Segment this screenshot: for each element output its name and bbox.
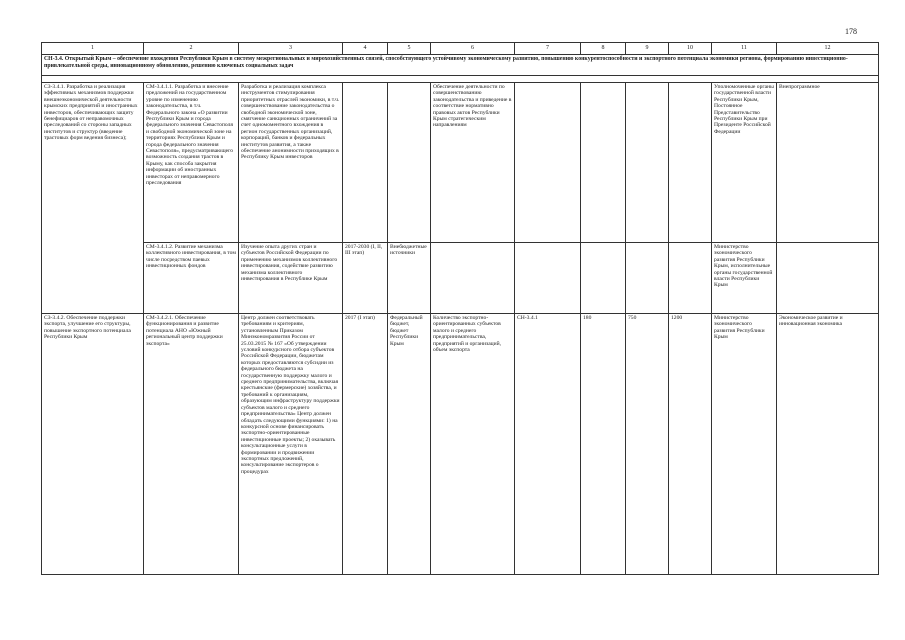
column-header: 11 <box>712 43 777 55</box>
table-row <box>42 243 879 314</box>
goal-cell: СЗ-3.4.2. Обеспечение поддержки экспорта, улучшение его структуры, повышение экспортного потенциала Республики Крым <box>42 314 144 575</box>
column-header: 1 <box>42 43 144 55</box>
funding-cell: Внебюджетные источники <box>388 243 431 314</box>
responsible-cell: Министерство экономического развития Республики Крым <box>712 314 777 575</box>
indicator-code-cell: СН-3.4.1 <box>515 314 581 575</box>
program-cell: Внепрограммное <box>777 83 879 243</box>
responsible-cell: Министерство экономического развития Республики Крым, исполнительные органы государственной власти Республики Крым <box>712 243 777 314</box>
table-row <box>42 314 879 575</box>
value-cell <box>626 243 669 314</box>
responsible-cell: Уполномоченные органы государственной власти Республики Крым, Постоянное Представительство Республики Крым при Президенте Российской Федерации <box>712 83 777 243</box>
section-banner-row <box>42 55 879 76</box>
program-cell <box>777 243 879 314</box>
value-cell <box>669 243 712 314</box>
value-cell: 750 <box>626 314 669 575</box>
column-header: 9 <box>626 43 669 55</box>
measure-cell: СМ-3.4.1.2. Развитие механизма коллективного инвестирования, в том числе посредством паевых инвестиционных фондов <box>144 243 239 314</box>
column-number-row <box>42 43 879 55</box>
spacer-cell <box>42 76 879 83</box>
column-header: 6 <box>431 43 515 55</box>
indicator-cell <box>431 243 515 314</box>
indicator-cell: Обеспечение деятельности по совершенствованию законодательства и приведение в соответствие нормативно правовых актов Республики Крым стратегическим направлениям <box>431 83 515 243</box>
column-header: 2 <box>144 43 239 55</box>
description-cell: Разработка и реализация комплекса инструментов стимулирования приоритетных отраслей экономики, в т.ч. совершенствование законодательства о свободной экономической зоне, смягчение санкционных ограничений за счет одномоментного вхождения в регион государственных организаций, корпораций, банков и федеральных институтов развития, а также обеспечение анонимности приходящих в Республику Крым инвесторов <box>239 83 343 243</box>
value-cell <box>581 243 626 314</box>
column-header: 3 <box>239 43 343 55</box>
measure-cell: СМ-3.4.2.1. Обеспечение функционирования и развитие потенциала АНО «Южный региональный центр поддержки экспорта» <box>144 314 239 575</box>
value-cell: 1200 <box>669 314 712 575</box>
value-cell: 180 <box>581 314 626 575</box>
value-cell <box>626 83 669 243</box>
description-cell: Центр должен соответствовать требованиям и критериям, установленным Приказом Минэкономразвития России от 25.03.2015 № 167 «Об утверждении условий конкурсного отбора субъектов Российской Федерации, бюджетам которых предоставляются субсидии из федерального бюджета на государственную поддержку малого и среднего предпринимательства, включая крестьянские (фермерские) хозяйства, и требований к организациям, образующим инфраструктуру поддержки субъектов малого и среднего предпринимательства» Центр должен обладать следующими функциями: 1) на конкурсной основе финансировать экспортно-ориентированные инвестиционные проекты; 2) оказывать консультационные услуги в формировании и продвижении экспортных предложений, консультирование экспортеров о процедурах <box>239 314 343 575</box>
column-header: 4 <box>343 43 388 55</box>
spacer-row <box>42 76 879 83</box>
strategy-table <box>41 42 879 575</box>
indicator-code-cell <box>515 243 581 314</box>
indicator-cell: Количество экспортно-ориентированных субъектов малого и среднего предпринимательства, предприятий и организаций, объем экспорта <box>431 314 515 575</box>
funding-cell <box>388 83 431 243</box>
description-cell: Изучение опыта других стран и субъектов Российской Федерации по применению механизмов коллективного инвестирования, содействие развитию механизма коллективного инвестирования в Республике Крым <box>239 243 343 314</box>
column-header: 10 <box>669 43 712 55</box>
column-header: 8 <box>581 43 626 55</box>
period-cell <box>343 83 388 243</box>
goal-cell: СЗ-3.4.1. Разработка и реализация эффективных механизмов поддержки внешнеэкономической деятельности крымских предприятий и иностранных инвесторов, обеспечивающих защиту бенефициаров от неправомочных преследований со стороны западных институтов и структур (введение трастовых форм ведения бизнеса); <box>42 83 144 314</box>
section-banner: СН-3.4. Открытый Крым – обеспечение вхождения Республики Крым в систему межрегиональных и мирохозяйственных связей, способствующего устойчивому экономическому развитию, повышению конкурентоспособности и экспортного потенциала экономики региона, формированию инвестиционно-привлекательной среды, инновационному обновлению, решению ключевых социальных задач <box>42 55 879 76</box>
value-cell <box>581 83 626 243</box>
program-cell: Экономическое развитие и инновационная экономика <box>777 314 879 575</box>
indicator-code-cell <box>515 83 581 243</box>
period-cell: 2017-2030 (I, II, III этап) <box>343 243 388 314</box>
period-cell: 2017 (I этап) <box>343 314 388 575</box>
column-header: 5 <box>388 43 431 55</box>
column-header: 12 <box>777 43 879 55</box>
column-header: 7 <box>515 43 581 55</box>
page-number: 178 <box>845 27 857 36</box>
table-row <box>42 83 879 243</box>
measure-cell: СМ-3.4.1.1. Разработка и внесение предложений на государственном уровне по изменению законодательства, в т.ч. Федерального закона «О развитии Республики Крым и города федерального значения Севастополя и свободной экономической зоне на территориях Республики Крым и города федерального значения Севастополя», предусматривающего возможность создания трастов в Крыму, как способа закрытия информации об иностранных инвесторах от неправомерного преследования <box>144 83 239 243</box>
value-cell <box>669 83 712 243</box>
funding-cell: Федеральный бюджет, бюджет Республики Крым <box>388 314 431 575</box>
